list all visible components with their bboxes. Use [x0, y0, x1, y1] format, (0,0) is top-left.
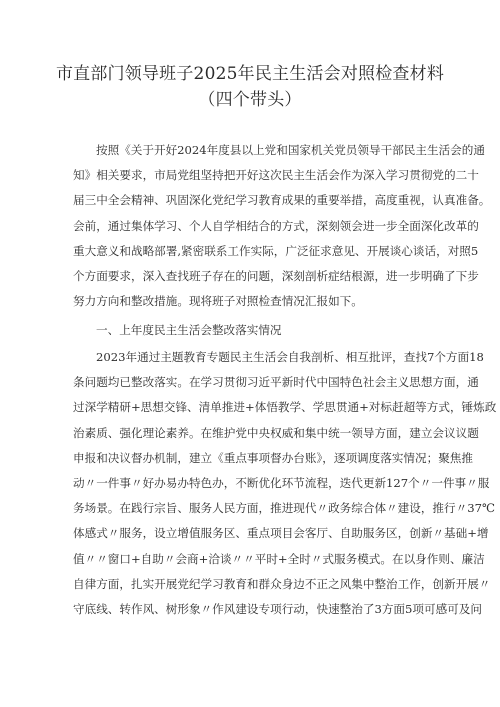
paragraph-line: 申报和决议督办机制，建立《重点事项督办台账》，逐项调度落实情况；聚焦推	[73, 450, 473, 465]
paragraph-line: 治素质、强化理论素养。在维护党中央权威和集中统一领导方面，建立会议议题	[73, 425, 479, 440]
paragraph-line: 过深学精研+思想交锋、清单推进+体悟教学、学思贯通+对标赶超等方式，锤炼政	[73, 400, 497, 415]
paragraph-line: 守底线、转作风、树形象〃作风建设专项行动，快速整治了3方面5项可感可及问	[73, 601, 482, 616]
paragraph-line: 动〃一件事〃好办易办特色办，不断优化环节流程，迭代更新127个〃一件事〃服	[73, 475, 490, 490]
paragraph-line: 条问题均已整改落实。在学习贯彻习近平新时代中国特色社会主义思想方面，通	[73, 375, 479, 390]
section-heading	[73, 318, 433, 343]
document-subtitle: （四个带头）	[198, 90, 302, 110]
document-title: 市直部门领导班子2025年民主生活会对照检查材料	[55, 64, 445, 84]
paragraph-line: 知》相关要求，市局党组坚持把开好这次民主生活会作为深入学习贯彻党的二十	[73, 168, 479, 183]
intro-paragraph	[73, 138, 491, 314]
paragraph-line: 体感式〃服务，设立增值服务区、重点项目会客厅、自助服务区，创新〃基础+增	[73, 526, 489, 541]
paragraph-line: 个方面要求，深入查找班子存在的问题，深刻剖析症结根源，进一步明确了下步	[73, 268, 479, 283]
paragraph-line: 按照《关于开好2024年度县以上党和国家机关党员领导干部民主生活会的通	[96, 143, 485, 157]
paragraph-line: 2023年通过主题教育专题民主生活会自我剖析、相互批评，查找7个方面18	[96, 350, 484, 364]
paragraph-line: 届三中全会精神、巩固深化党纪学习教育成果的重要举措，高度重视，认真准备。	[73, 193, 491, 208]
paragraph-line: 自律方面，扎实开展党纪学习教育和群众身边不正之风集中整治工作，创新开展〃	[73, 576, 491, 591]
section1-paragraph	[73, 345, 497, 622]
paragraph-line: 会前，通过集体学习、个人自学相结合的方式，深刻领会进一步全面深化改革的	[73, 218, 479, 233]
paragraph-line: 务场景。在践行宗旨、服务人民方面，推进现代〃政务综合体〃建设，推行〃37℃	[73, 501, 495, 516]
paragraph-line: 值〃〃窗口+自助〃会商+洽谈〃〃平时+全时〃式服务模式。在以身作则、廉洁	[73, 551, 485, 566]
paragraph-line: 努力方向和整改措施。现将班子对照检查情况汇报如下。	[73, 294, 363, 309]
paragraph-line: 重大意义和战略部署,紧密联系工作实际，广泛征求意见、开展谈心谈话，对照5	[73, 243, 479, 258]
section-heading-text: 一、上年度民主生活会整改落实情况	[96, 323, 282, 337]
